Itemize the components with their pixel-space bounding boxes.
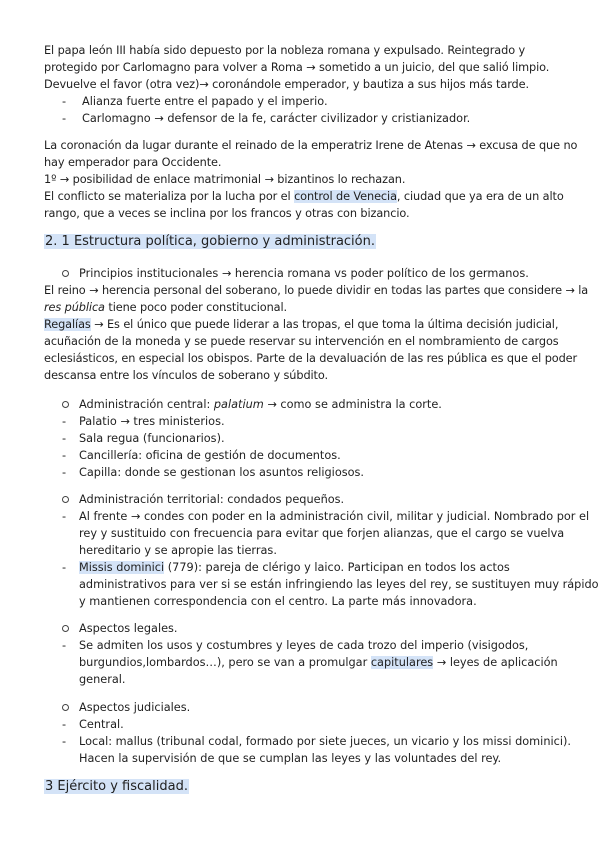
coronation-line-4-pre: El conflicto se materializa por la lucha por el [44, 190, 295, 203]
alfrente-line-1: Al frente → condes con poder en la administración civil, militar y judicial. Nombrado por el [79, 510, 590, 523]
legal-line-2-pre: burgundios,lombardos…), pero se van a promulgar [79, 656, 371, 669]
regalias-line-2: acuñación de la moneda y se puede reservar su intervención en el nombramiento de cargos [44, 335, 559, 348]
reino-line-2 [44, 299, 287, 316]
admin-central-heading [79, 396, 442, 413]
bullet-dash: - [62, 639, 67, 652]
admin-central-item-2: Sala regua (funcionarios). [79, 432, 225, 445]
bullet-dash: - [62, 449, 67, 462]
judicial-local-line-1: Local: mallus (tribunal codal, formado por siete jueces, un vicario y los missi dominici). [79, 735, 571, 748]
admin-central-item-1: Palatio → tres ministerios. [79, 415, 225, 428]
section-2-1-title: 2. 1 Estructura política, gobierno y administración. [45, 234, 375, 249]
intro-line-2: protegido por Carlomagno para volver a Roma → sometido a un juicio, del que salió limpio. [44, 61, 550, 74]
bullet-dash: - [62, 432, 67, 445]
bullet-dash: - [62, 466, 67, 479]
missi-line-2: administrativos para ver si se están infringiendo las leyes del rey, se sustituyen muy rápido [79, 578, 599, 591]
principles-text: Principios institucionales → herencia romana vs poder político de los germanos. [79, 267, 529, 280]
reino-line-2-rest: tiene poco poder constitucional. [104, 301, 288, 314]
intro-bullet-1: Alianza fuerte entre el papado y el imperio. [82, 95, 328, 108]
bullet-dash: - [62, 415, 67, 428]
missi-line-3: y mantienen correspondencia con el centro. La parte más innovadora. [79, 595, 477, 608]
reino-line-1: El reino → herencia personal del soberano, lo puede dividir en todas las partes que considere → la [44, 284, 589, 297]
circle-bullet-icon [62, 704, 69, 711]
regalias-line-3: eclesiásticos, en especial los obispos. Parte de la devaluación de las res pública es que el poder [44, 352, 578, 365]
intro-line-1: El papa león III había sido depuesto por la nobleza romana y expulsado. Reintegrado y [44, 44, 526, 57]
circle-bullet-icon [62, 625, 69, 632]
intro-bullet-2: Carlomagno → defensor de la fe, carácter civilizador y cristianizador. [82, 112, 471, 125]
res-publica-italic: res pública [44, 301, 105, 314]
highlight-capitulares: capitulares [370, 656, 434, 669]
alfrente-line-3: hereditario y se apropie las tierras. [79, 544, 277, 557]
bullet-dash: - [62, 735, 67, 748]
judicial-central: Central. [79, 718, 124, 731]
coronation-line-5: rango, que a veces se inclina por los francos y otras con bizancio. [44, 207, 410, 220]
highlight-missis-dominici: Missis dominici [79, 561, 165, 574]
intro-line-3: Devuelve el favor (otra vez)→ coronándole emperador, y bautiza a sus hijos más tarde. [44, 78, 529, 91]
highlight-regalias: Regalías [44, 318, 91, 331]
bullet-dash: - [62, 718, 67, 731]
regalias-line-4: descansa entre los vínculos de soberano y súbdito. [44, 369, 328, 382]
regalias-line-1-rest: → Es el único que puede liderar a las tropas, el que toma la última decisión judicial, [90, 318, 559, 331]
section-3-heading [44, 778, 189, 796]
coronation-line-4-post: , ciudad que ya era de un alto [396, 190, 564, 203]
bullet-dash: - [62, 95, 67, 108]
legal-line-1: Se admiten los usos y costumbres y leyes de cada trozo del imperio (visigodos, [79, 639, 529, 652]
highlight-control-venecia: control de Venecia [294, 190, 397, 203]
judicial-local-line-2: Hacen la supervisión de que se cumplan las leyes y las voluntades del rey. [79, 752, 502, 765]
admin-central-item-3: Cancillería: oficina de gestión de documentos. [79, 449, 341, 462]
admin-central-head-pre: Administración central: [79, 398, 214, 411]
regalias-line-1 [44, 316, 558, 333]
bullet-dash: - [62, 561, 67, 574]
coronation-line-2: hay emperador para Occidente. [44, 156, 222, 169]
coronation-line-4 [44, 188, 564, 205]
judicial-heading: Aspectos judiciales. [79, 701, 191, 714]
admin-central-item-4: Capilla: donde se gestionan los asuntos religiosos. [79, 466, 365, 479]
missi-line-1 [79, 559, 510, 576]
bullet-dash: - [62, 510, 67, 523]
admin-territorial-heading: Administración territorial: condados pequeños. [79, 493, 345, 506]
circle-bullet-icon [62, 270, 69, 277]
legal-heading: Aspectos legales. [79, 622, 178, 635]
legal-line-2-post: → leyes de aplicación [433, 656, 558, 669]
coronation-line-1: La coronación da lugar durante el reinado de la emperatriz Irene de Atenas → excusa de que no [44, 139, 578, 152]
palatium-italic: palatium [213, 398, 264, 411]
legal-line-2 [79, 654, 558, 671]
missi-line-1-rest: (779): pareja de clérigo y laico. Participan en todos los actos [164, 561, 510, 574]
section-3-title: 3 Ejército y fiscalidad. [45, 779, 188, 794]
section-2-1-heading [44, 233, 376, 251]
admin-central-head-post: → como se administra la corte. [263, 398, 442, 411]
alfrente-line-2: rey y sustituido con frecuencia para evitar que forjen alianzas, que el cargo se vuelva [79, 527, 565, 540]
coronation-line-3: 1º → posibilidad de enlace matrimonial → bizantinos lo rechazan. [44, 173, 406, 186]
circle-bullet-icon [62, 401, 69, 408]
circle-bullet-icon [62, 496, 69, 503]
bullet-dash: - [62, 112, 67, 125]
legal-line-3: general. [79, 673, 126, 686]
